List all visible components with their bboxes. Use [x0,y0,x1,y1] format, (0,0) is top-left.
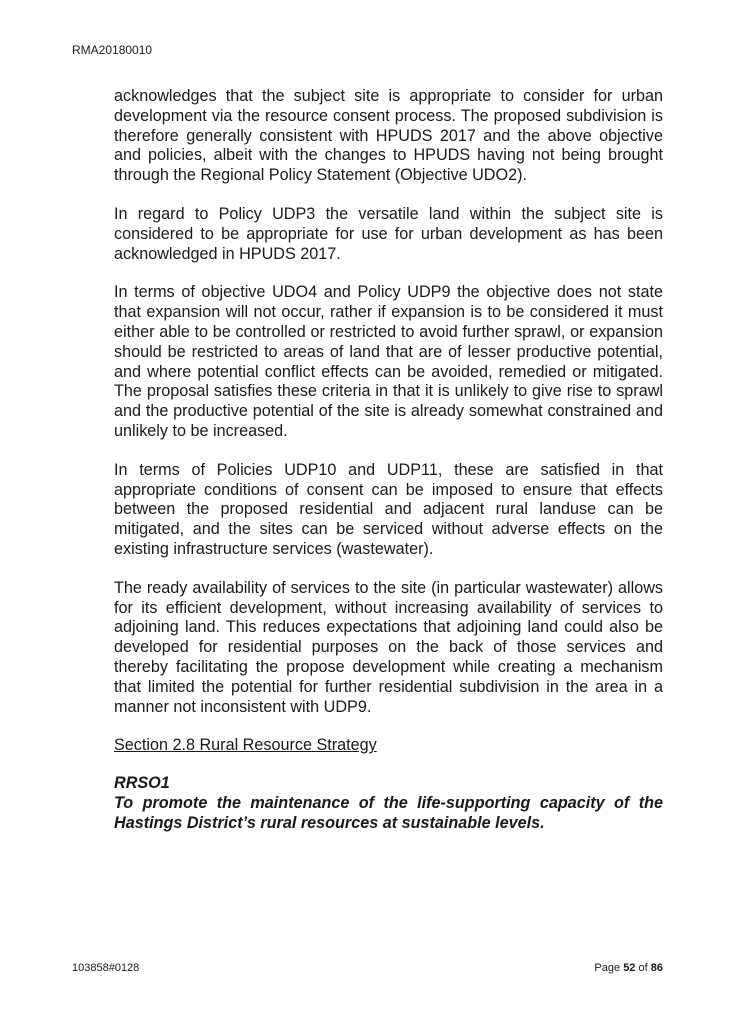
section-heading: Section 2.8 Rural Resource Strategy [114,736,377,755]
page-total: 86 [650,962,663,974]
document-reference: RMA20180010 [72,43,153,57]
footer-page-number [594,962,663,974]
paragraph-5: The ready availability of services to the site (in particular wastewater) allows for its efficient development, without increasing availability of services to adjoining land. This reduces expectations that adjoining land could also be developed for residential purposes on the back of those services and thereby facilitating the propose development while creating a mechanism that limited the potential for further residential subdivision in the area in a manner not inconsistent with UDP9. [114,578,663,716]
paragraph-2: In regard to Policy UDP3 the versatile land within the subject site is considered to be appropriate for use for urban development as has been acknowledged in HPUDS 2017. [114,204,663,263]
objective-text: To promote the maintenance of the life-supporting capacity of the Hastings District’s rural resources at sustainable levels. [114,793,663,832]
footer-doc-number: 103858#0128 [72,962,140,974]
paragraph-1: acknowledges that the subject site is appropriate to consider for urban development via the resource consent process. The proposed subdivision is therefore generally consistent with HPUDS 2017 and the above objective and policies, albeit with the changes to HPUDS having not being brought through the Regional Policy Statement (Objective UDO2). [114,87,663,185]
page-prefix: Page [594,962,621,974]
objective-code: RRSO1 [114,774,170,793]
page-current: 52 [623,962,636,974]
page-body [114,87,663,834]
paragraph-3: In terms of objective UDO4 and Policy UDP9 the objective does not state that expansion will not occur, rather if expansion is to be considered it must either able to be controlled or restricted to avoid further sprawl, or expansion should be restricted to areas of land that are of lesser productive potential, and where potential conflict effects can be avoided, remedied or mitigated. The proposal satisfies these criteria in that it is unlikely to give rise to sprawl and the productive potential of the site is already somewhat constrained and unlikely to be increased. [114,283,663,440]
paragraph-4: In terms of Policies UDP10 and UDP11, these are satisfied in that appropriate conditions of consent can be imposed to ensure that effects between the proposed residential and adjacent rural landuse can be mitigated, and the sites can be serviced without adverse effects on the existing infrastructure services (wastewater). [114,460,663,558]
page-of: of [638,962,648,974]
